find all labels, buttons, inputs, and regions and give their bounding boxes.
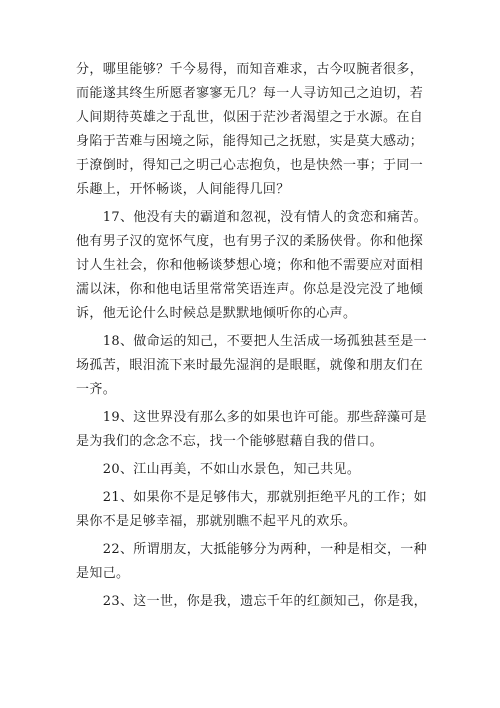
text-line: 是知己。 (76, 566, 130, 581)
text-line: 23、这一世，你是我，遗忘千年的红颜知己，你是我， (76, 594, 427, 609)
paragraph-21 (76, 486, 427, 534)
text-line: 而能遂其终生所愿者寥寥无几？每一人寻访知己之迫切，若 (76, 86, 424, 101)
text-line: 20、江山再美，不如山水景色，知己共见。 (76, 462, 361, 477)
text-line: 他有男子汉的宽怀气度，也有男子汉的柔肠侠骨。你和他探 (76, 234, 424, 249)
text-line: 一齐。 (76, 382, 117, 397)
text-line: 18、做命运的知己，不要把人生活成一场孤独甚至是一 (76, 334, 427, 349)
paragraph-intro (76, 58, 424, 202)
text-line: 乐趣上，开怀畅谈，人间能得几回？ (76, 182, 290, 197)
text-line: 身陷于苦难与困境之际，能得知己之抚慰，实是莫大感动； (76, 134, 424, 149)
paragraph-17 (76, 206, 427, 326)
text-line: 于潦倒时，得知己之明己心志抱负，也是快然一事；于同一 (76, 158, 424, 173)
text-line: 果你不是足够幸福，那就别瞧不起平凡的欢乐。 (76, 514, 357, 529)
text-line: 17、他没有夫的霸道和忽视，没有情人的贪恋和痛苦。 (76, 210, 427, 225)
text-line: 场孤苦，眼泪流下来时最先湿润的是眼眶，就像和朋友们在 (76, 358, 424, 373)
paragraph-22 (76, 538, 427, 586)
text-line: 19、这世界没有那么多的如果也许可能。那些辞藻可是 (76, 410, 427, 425)
paragraph-18 (76, 330, 427, 402)
paragraph-20 (76, 458, 408, 482)
paragraph-19 (76, 406, 427, 454)
paragraph-23 (76, 590, 427, 614)
text-line: 21、如果你不是足够伟大，那就别拒绝平凡的工作；如 (76, 490, 427, 505)
text-line: 分，哪里能够？千今易得，而知音难求，古今叹腕者很多， (76, 62, 424, 77)
text-line: 诉，他无论什么时候总是默默地倾听你的心声。 (76, 306, 357, 321)
document-page (76, 58, 427, 618)
text-line: 人间期待英雄之于乱世，似困于茫沙者渴望之于水源。在自 (76, 110, 424, 125)
text-line: 22、所谓朋友，大抵能够分为两种，一种是相交，一种 (76, 542, 427, 557)
text-line: 讨人生社会，你和他畅谈梦想心境；你和他不需要应对面相 (76, 258, 424, 273)
text-line: 是为我们的念念不忘，找一个能够慰藉自我的借口。 (76, 434, 384, 449)
text-line: 濡以沫，你和他电话里常常笑语连声。你总是没完没了地倾 (76, 282, 424, 297)
